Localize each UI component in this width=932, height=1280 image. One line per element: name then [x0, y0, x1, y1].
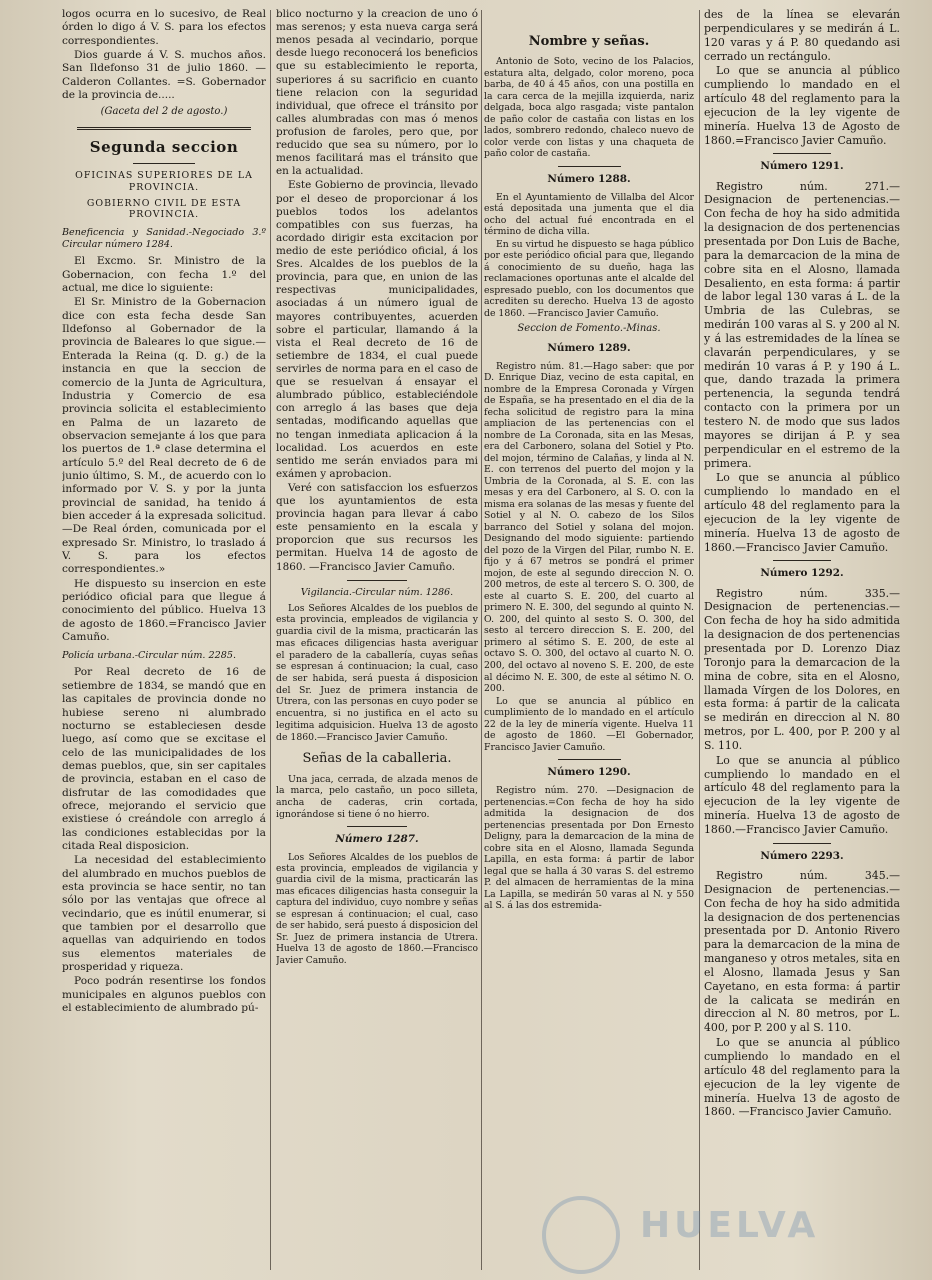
paragraph: Registro núm. 270. —Designacion de pertenencias.=Con fecha de hoy ha sido admitida la designacion de dos pertenencias presentada por Don Ernesto Deligny, para la demarcacion de la mina de cobre sita en el Alosno, llamada Segunda Lapilla, en esta forma: á partir de labor legal que se halla á 30 varas S. del estremo P. del almacen de herramientas de la mina La Lapilla, se medirán 50 varas al N. y 550 al S. á las dos estremida- — [484, 785, 694, 912]
paragraph: Este Gobierno de provincia, llevado por el deseo de proporcionar á los pueblos todos los adelantos compatibles con sus fuerzas, ha acordado dirigir esta excitacion por medio de este periódico oficial, á los Sres. Alcaldes de los pueblos de la provincia, para que, en union de las respectivas municipalidades, asociadas á un número igual de mayores contribuyentes, acuerden sobre el particular, llamando á la vista el Real decreto de 16 de setiembre de 1834, el cual puede servirles de norma para en el caso de que se resuelvan á ensayar el alumbrado público, estableciéndole con arreglo á las bases que deja sentadas, modificando aquellas que no tengan inmediata aplicacion á la localidad. Los acuerdos en este sentido me serán enviados para mi exámen y aprobacion. — [276, 179, 478, 480]
section-subtitle: GOBIERNO CIVIL DE ESTA PROVINCIA. — [86, 197, 242, 221]
paragraph: Registro núm. 271.—Designacion de pertenencias.—Con fecha de hoy ha sido admitida la designacion de dos pertenencias presentada por Don Luis de Bache, para la demarcacion de la mina de cobre sita en el Alosno, llamada Desaliento, en esta forma: á partir de labor legal 130 varas á L. de la Umbria de las Culebras, se medirán 100 varas al S. y 200 al N. y á las estremidades de la línea se clavarán perpendiculares, y se medirán 10 varas á P. y 190 á L. que, dando trazada la primera pertenencia, la segunda tendrá contacto con la primera por un testero N. de modo que sus lados mayores se dirijan á P. y sea perpendicular en el estremo de la primera. — [704, 179, 900, 470]
paragraph: des de la línea se elevarán perpendiculares y se medirán á L. 120 varas y á P. 80 quedando asi cerrado un rectángulo. — [704, 8, 900, 63]
paragraph: Registro núm. 81.—Hago saber: que por D. Enrique Diaz, vecino de esta capital, en nombre de la Empresa Coronada y Vírgen de España, se ha presentado en el dia de la fecha solicitud de registro para la mina ampliacion de las pertenencias con el nombre de La Coronada, sita en las Mesas, era del Carbonero, solana del Sotiel y Pto. del mojon, término de Calañas, y linda al N. E. con terrenos del puerto del mojon y la Umbria de la Coronada, al S. E. con las mesas y era del Carbonero, al S. O. con la misma era solanas de las mesas y fuente del Sotiel y al N. O. cabezo de los Silos barranco del Sotiel y solana del mojon. Designando del modo siguiente: partiendo del pozo de la Virgen del Pilar, rumbo N. E. fijo y á 67 metros se pondrá el primer mojon, de este al segundo direccion N. O. 200 metros, de este al tercero S. O. 300, de este al cuarto S. E. 200, del cuarto al primero N. E. 300, del segundo al quinto N. O. 200, del quinto al sesto S. O. 300, del sesto al tercero direccion S. E. 200, del primero al sétimo S. E. 200, de este al octavo S. O. 300, del octavo al cuarto N. O. 200, del octavo al noveno S. E. 200, de este al décimo N. E. 300, de este al sétimo N. O. 200. — [484, 360, 694, 695]
paragraph: logos ocurra en lo sucesivo, de Real órden lo digo á V. S. para los efectos correspondientes. — [62, 8, 266, 47]
source-note: (Gaceta del 2 de agosto.) — [100, 106, 228, 118]
paragraph: Una jaca, cerrada, de alzada menos de la marca, pelo castaño, un poco silleta, ancha de caderas, crin cortada, ignorándose si tiene ó no hierro. — [276, 773, 478, 820]
column-2 — [276, 8, 478, 1272]
paragraph: Lo que se anuncia al público cumpliendo lo mandado en el artículo 48 del reglamento para la ejecucion de la ley vigente de minería. Huelva 13 de agosto de 1860. —Francisco Javier Camuño. — [704, 1036, 900, 1119]
paragraph: Los Señores Alcaldes de los pueblos de esta provincia, empleados de vigilancia y guardia civil de la misma, practicarán las mas eficaces diligencias hasta conseguir la captura del individuo, cuyo nombre y señas se espresan á continuacion; el cual, caso de ser habido, será puesto á disposicion del Sr. Juez de primera instancia de Utrera. Huelva 13 de agosto de 1860.—Francisco Javier Camuño. — [276, 852, 478, 966]
paragraph: La necesidad del establecimiento del alumbrado en muchos pueblos de esta provincia se hace sentir, no tan sólo por las ventajas que ofrece al vecindario, que es inútil enumerar, si que tambien por el desarrollo que aquellas van adquiriendo en todos sus elementos materiales de prosperidad y riqueza. — [62, 854, 266, 974]
divider — [773, 153, 832, 154]
paragraph: El Sr. Ministro de la Gobernacion dice con esta fecha desde San Ildefonso al Gobernador de la provincia de Baleares lo que sigue.—Enterada la Reina (q. D. g.) de la instancia en que la seccion de comercio de la Junta de Agricultura, Industria y Comercio de esa provincia solicita el establecimiento en Palma de un lazareto de observacion semejante á los que para los puertos de 1.ª clase determina el artículo 5.º del Real decreto de 6 de junio último, S. M., de acuerdo con lo informado por V. S. y por la junta provincial de sanidad, ha tenido á bien acceder á la expresada solicitud.—De Real órden, comunicada por el expresado Sr. Ministro, lo traslado á V. S. para los efectos correspondientes.» — [62, 296, 266, 576]
notice-number: Número 1289. — [547, 341, 631, 354]
paragraph: blico nocturno y la creacion de uno ó mas serenos; y esta nueva carga será menos pesada al vecindario, porque desde luego reconocerá los beneficios que su establecimiento le reporta, superiores á su sacrificio en cuanto tiene relacion con la seguridad individual, que ofrece el tránsito por calles alumbradas con mas ó menos profusion de faroles, pero que, por reducido que sea su número, por lo menos facilitará mas el tránsito que en la actualidad. — [276, 8, 478, 178]
paragraph: Veré con satisfaccion los esfuerzos que los ayuntamientos de esta provincia hagan para llevar á cabo este pensamiento en la escala y proporcion que sus recursos les permitan. Huelva 14 de agosto de 1860. —Francisco Javier Camuño. — [276, 481, 478, 573]
paragraph: Los Señores Alcaldes de los pueblos de esta provincia, empleados de vigilancia y guardia civil de la misma, practicarán las mas eficaces diligencias hasta averiguar el paradero de la caballería, cuyas señas se espresan á continuacion; la cual, caso de ser habida, será puesta á disposicion del Sr. Juez de primera instancia de Utrera, con las personas en cuyo poder se encuentra, si no justifica en el acto su legitima adquisicion. Huelva 13 de agosto de 1860.—Francisco Javier Camuño. — [276, 602, 478, 743]
paragraph: Lo que se anuncia al público cumpliendo lo mandado en el artículo 48 del reglamento para la ejecucion de la ley vigente de minería. Huelva 13 de agosto de 1860.—Francisco Javier Camuño. — [704, 753, 900, 836]
divider — [133, 163, 194, 164]
paragraph: Registro núm. 335.—Designacion de pertenencias.—Con fecha de hoy ha sido admitida la designacion de dos pertenencias presentada por D. Lorenzo Diaz Toronjo para la demarcacion de la mina de cobre, sita en el Alosno, llamada Vírgen de los Dolores, en esta forma: á partir de la calicata se medirán en direccion al N. 80 metros, por L. 400, por P. 200 y al S. 110. — [704, 586, 900, 752]
notice-number: Número 1291. — [760, 160, 844, 173]
notice-number: Número 2293. — [760, 849, 844, 862]
divider — [558, 166, 621, 167]
watermark: HUELVA — [640, 1205, 820, 1246]
section-subtitle: OFICINAS SUPERIORES DE LA PROVINCIA. — [75, 169, 253, 193]
paragraph: Lo que se anuncia al público cumpliendo lo mandado en el artículo 48 del reglamento para la ejecucion de la ley vigente de minería. Huelva 13 de Agosto de 1860.=Francisco Javier Camuño. — [704, 64, 900, 147]
divider — [347, 826, 408, 827]
divider — [773, 843, 832, 844]
paragraph: Antonio de Soto, vecino de los Palacios, estatura alta, delgado, color moreno, poca barba, de 40 á 45 años, con una postilla en la cara cerca de la mejilla izquierda, nariz delgada, boca algo rasgada; viste pantalon de paño color de castaña con listas en los lados, sombrero redondo, chaleco nuevo de color verde con listas y una chaqueta de paño color de castaña. — [484, 56, 694, 160]
notice-number: Número 1292. — [760, 567, 844, 580]
column-divider — [481, 10, 482, 1270]
paragraph: Registro núm. 345.—Designacion de pertenencias.—Con fecha de hoy ha sido admitida la designacion de dos pertenencias presentada por D. Antonio Rivero para la demarcacion de la mina de manganeso y otros metales, sita en el Alosno, llamada Jesus y San Cayetano, en esta forma: á partir de la calicata se medirán en direccion al N. 80 metros, por L. 400, por P. 200 y al S. 110. — [704, 869, 900, 1035]
paragraph: En el Ayuntamiento de Villalba del Alcor está depositada una jumenta que el dia ocho del actual fué encontrada en el término de dicha villa. — [484, 191, 694, 238]
circular-heading: Vigilancia.-Circular núm. 1286. — [300, 586, 454, 598]
paragraph: Dios guarde á V. S. muchos años. San Ildefonso 31 de julio 1860. —Calderon Collantes. =S. Gobernador de la provincia de..... — [62, 49, 266, 102]
section-title: Segunda seccion — [89, 138, 239, 156]
paragraph: Lo que se anuncia al público en cumplimiento de lo mandado en el artículo 22 de la ley de minería vigente. Huelva 11 de agosto de 1860. —El Gobernador, Francisco Javier Camuño. — [484, 695, 694, 753]
column-1 — [62, 8, 266, 1272]
column-divider — [270, 10, 271, 1270]
paragraph: Lo que se anuncia al público cumpliendo lo mandado en el artículo 48 del reglamento para la ejecucion de la ley vigente de minería. Huelva 13 de agosto de 1860.—Francisco Javier Camuño. — [704, 471, 900, 554]
divider — [558, 759, 621, 760]
notice-number: Número 1287. — [335, 833, 419, 846]
paragraph: Poco podrán resentirse los fondos municipales en algunos pueblos con el establecimiento de alumbrado pú- — [62, 975, 266, 1015]
subsection-title: Nombre y señas. — [528, 34, 650, 49]
paragraph: Por Real decreto de 16 de setiembre de 1834, se mandó que en las capitales de provincia donde no hubiese sereno ni alumbrado nocturno se estableciesen desde luego, así como que se excitase el celo de las municipalidades de los demas pueblos, que, sin ser capitales de provincia, estaban en el caso de disfrutar de las comodidades que ofrece, mejorando el servicio que existiese ó creándole con arreglo á las condiciones establecidas por la citada Real disposicion. — [62, 666, 266, 852]
column-divider — [699, 10, 700, 1270]
subsection-title: Señas de la caballeria. — [302, 751, 452, 767]
watermark-seal-icon — [542, 1196, 620, 1274]
circular-heading: Policía urbana.-Circular núm. 2285. — [62, 650, 236, 662]
column-4 — [704, 8, 900, 1272]
paragraph: He dispuesto su insercion en este periódico oficial para que llegue á conocimiento del público. Huelva 13 de agosto de 1860.=Francisco Javier Camuño. — [62, 577, 266, 644]
divider — [773, 560, 832, 561]
column-3 — [484, 8, 694, 1272]
paragraph: En su virtud he dispuesto se haga público por este periódico oficial para que, llegando á conocimiento de su dueño, haga las reclamaciones oportunas ante el alcalde del espresado pueblo, con los documentos que acrediten su derecho. Huelva 13 de agosto de 1860. —Francisco Javier Camuño. — [484, 238, 694, 319]
divider — [347, 580, 408, 581]
paragraph: El Excmo. Sr. Ministro de la Gobernacion, con fecha 1.º del actual, me dice lo siguiente: — [62, 255, 266, 295]
circular-heading: Beneficencia y Sanidad.-Negociado 3.º Circular número 1284. — [62, 227, 266, 251]
notice-number: Número 1290. — [547, 766, 631, 779]
notice-number: Número 1288. — [547, 172, 631, 185]
section-rule — [77, 127, 250, 130]
section-heading: Seccion de Fomento.-Minas. — [517, 323, 661, 335]
